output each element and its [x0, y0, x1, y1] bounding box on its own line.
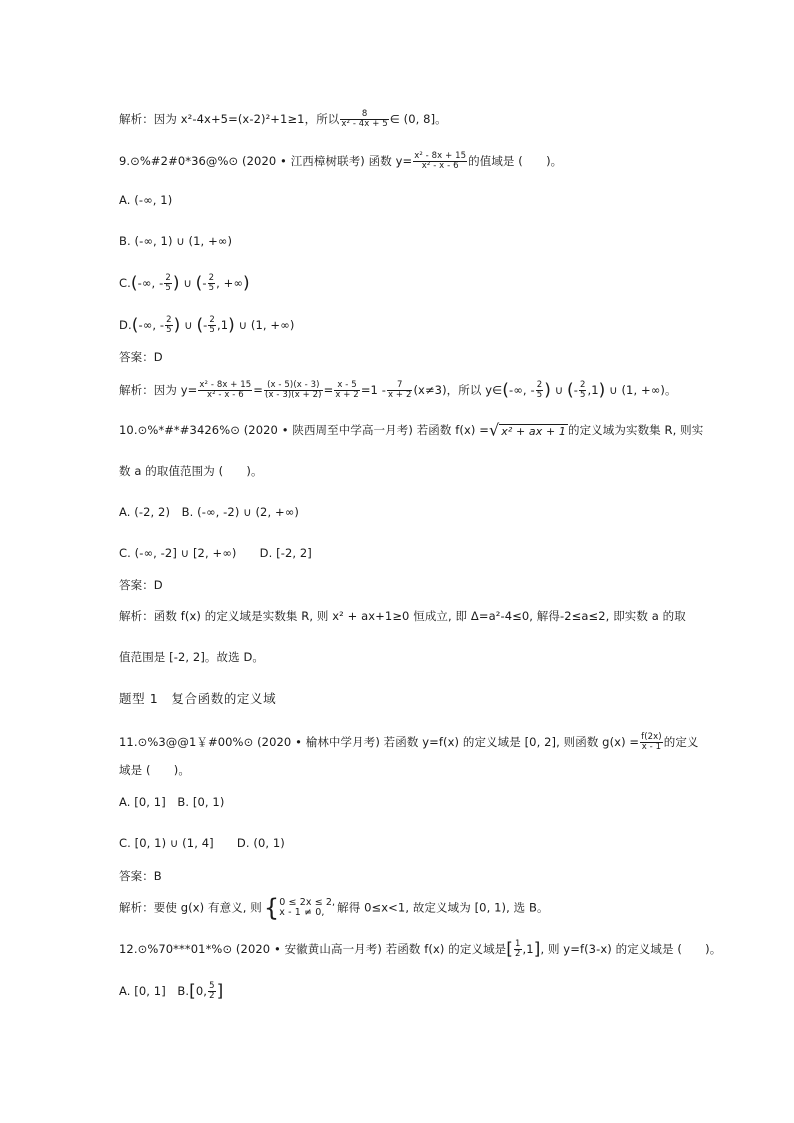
q9-option-d: D.(-∞, - $\frac{2}{5}$ ) ∪ (- $\frac{2}{5}$ ,1) ∪ (1, +∞) [119, 315, 295, 336]
q9-d-part3: ,1 [216, 318, 229, 332]
q12-stem-suffix: , 则 y=f(3-x) 的定义域是 ( )。 [540, 942, 722, 956]
q10-analysis-2: 值范围是 [-2, 2]。故选 D。 [119, 650, 265, 664]
q9-option-d-label: D. [119, 318, 132, 332]
q8-fraction [340, 110, 388, 129]
q11-stem-text: 11.⊙%3@@1￥#00%⊙ (2020 • 榆林中学月考) 若函数 y=f(x) 的定义域是 [0, 2], 则函数 g(x) = [119, 735, 640, 749]
frac-num: 2 [208, 273, 215, 283]
frac-den: 5 [165, 283, 171, 293]
q9-option-c: C.(-∞, - $\frac{2}{5}$ ) ∪ (- $\frac{2}{5}$ , +∞) [119, 273, 250, 294]
q9-an-frac4 [387, 381, 412, 400]
q9-d-frac1 [165, 316, 173, 335]
q12-interval-frac [514, 940, 522, 959]
q9-stem-suffix: 的值域是 ( )。 [468, 154, 563, 168]
system-row-1: 0 ≤ 2x ≤ 2, [279, 897, 336, 908]
frac-den: 5 [209, 325, 215, 335]
frac-num: 2 [536, 380, 543, 390]
q11-analysis-prefix: 解析：要使 g(x) 有意义, 则 [119, 900, 262, 915]
q9-an-frac1 [198, 381, 252, 400]
q11-fraction [640, 733, 663, 752]
q9-an-cond: (x≠3)，所以 y∈ [413, 383, 503, 397]
q9-an-frac2 [264, 381, 323, 400]
q9-option-c-label: C. [119, 276, 131, 290]
frac-den: x + 2 [335, 390, 359, 400]
q9-stem-text: 9.⊙%#2#0*36@%⊙ (2020 • 江西樟树联考) 函数 y= [119, 154, 413, 168]
q9-option-b: B. (-∞, 1) ∪ (1, +∞) [119, 234, 233, 248]
frac-den: (x - 3)(x + 2) [265, 390, 322, 400]
frac-den: 5 [536, 390, 543, 400]
frac-num: (x - 5)(x - 3) [264, 381, 323, 391]
frac-den: x - 1 [641, 742, 662, 752]
minus: =1 - [360, 383, 386, 397]
q10-answer: 答案：D [119, 578, 163, 592]
q8-analysis [119, 110, 447, 129]
q8-frac-den: x² - 4x + 5 [341, 119, 388, 129]
q10-stem-text: 10.⊙%*#*#3426%⊙ (2020 • 陕西周至中学高一月考) 若函数 f(x) = [119, 423, 489, 437]
frac-num: x - 5 [334, 381, 359, 391]
q8-analysis-text: 解析：因为 x²-4x+5=(x-2)²+1≥1，所以 [119, 112, 340, 126]
q9-an-part1: -∞, - [509, 383, 535, 397]
q9-an-part3: ,1 [587, 383, 599, 397]
q11-stem-suffix: 的定义 [663, 735, 699, 749]
sqrt-symbol: √ x² + ax + 1 [488, 420, 566, 440]
system-row-2: x - 1 ≠ 0, [279, 907, 325, 918]
q11-stem [119, 733, 699, 752]
q11-analysis [119, 894, 549, 922]
frac-num: f(2x) [641, 732, 662, 742]
q11-stem-line2: 域是 ( )。 [119, 763, 190, 777]
q9-stem [119, 152, 562, 171]
frac-num: 1 [515, 939, 521, 949]
q9-c-part1: -∞, - [137, 276, 164, 290]
q10-options-2: C. (-∞, -2] ∪ [2, +∞) D. [-2, 2] [119, 546, 312, 560]
q10-stem-suffix: 的定义域为实数集 R, 则实 [567, 423, 704, 437]
equals: = [323, 383, 334, 397]
q11-options-1: A. [0, 1] B. [0, 1) [119, 795, 225, 809]
q12-stem-text: 12.⊙%70***01*%⊙ (2020 • 安徽黄山高一月考) 若函数 f(x) 的定义域是 [119, 942, 507, 956]
frac-num: 2 [209, 315, 215, 325]
q8-analysis-suffix: ∈ (0, 8]。 [389, 112, 447, 126]
q9-an-part2: - [573, 383, 578, 397]
q9-d-frac2 [208, 316, 216, 335]
frac-den: x² - x - 6 [206, 390, 244, 400]
q10-options-1: A. (-2, 2) B. (-∞, -2) ∪ (2, +∞) [119, 505, 299, 519]
q9-c-frac2 [208, 274, 216, 293]
q9-an-frac6 [579, 381, 587, 400]
q11-system: { 0 ≤ 2x ≤ 2, x - 1 ≠ 0, [263, 894, 336, 922]
q9-c-part2: - [202, 276, 207, 290]
q12-stem: 12.⊙%70***01*%⊙ (2020 • 安徽黄山高一月考) 若函数 f(x) 的定义域是[ $\frac{1}{2}$ ,1], 则 y=f(3-x) 的定义域是 ( )。 [119, 939, 722, 960]
q9-c-frac1 [164, 274, 172, 293]
section-heading: 题型 1 复合函数的定义域 [119, 691, 277, 706]
frac-num: 7 [387, 381, 412, 391]
frac-num: 2 [579, 380, 586, 390]
q11-analysis-suffix: 解得 0≤x<1, 故定义域为 [0, 1), 选 B。 [337, 900, 549, 915]
q12-b-start: 0, [195, 984, 208, 998]
q9-an-frac5 [536, 381, 544, 400]
q11-options-2: C. [0, 1) ∪ (1, 4] D. (0, 1) [119, 836, 285, 850]
q9-frac-den: x² - x - 6 [421, 161, 459, 171]
q12-option-a: A. [0, 1] B. [119, 984, 190, 998]
q9-option-a: A. (-∞, 1) [119, 193, 173, 207]
frac-den: 5 [208, 283, 215, 293]
q10-stem [119, 422, 703, 439]
q12-options: A. [0, 1] B.[0, $\frac{5}{2}$ ] [119, 981, 224, 1002]
frac-num: 2 [166, 315, 172, 325]
frac-den: 5 [166, 325, 172, 335]
q9-answer: 答案：D [119, 350, 163, 364]
q10-analysis-1: 解析：函数 f(x) 的定义域是实数集 R, 则 x² + ax+1≥0 恒成立, 即 Δ=a²-4≤0, 解得-2≤a≤2, 即实数 a 的取 [119, 609, 686, 623]
frac-num: 5 [209, 981, 215, 991]
q9-an-tail: ∪ (1, +∞)。 [609, 383, 677, 397]
frac-den: 5 [579, 390, 586, 400]
q9-an-frac3 [334, 381, 359, 400]
q10-sqrt-content: x² + ax + 1 [501, 424, 566, 438]
q11-answer: 答案：B [119, 869, 162, 883]
q9-frac-num: x² - 8x + 15 [414, 151, 467, 161]
frac-num: 2 [165, 273, 171, 283]
frac-den: x + 2 [387, 390, 412, 400]
q9-fraction [413, 152, 467, 171]
frac-den: 2 [209, 991, 215, 1001]
q8-frac-num: 8 [340, 110, 388, 120]
q9-c-part3: , +∞ [216, 276, 244, 290]
q9-analysis: 解析：因为 y= $\frac{\text{x² - 8x + 15}}{\text{x² - x - 6}}$ = $\frac{(x - 5)(x - 3)}{(x - 3)(x + 2)}$ = $\frac{x - 5}{x + 2}$ =1 - $\frac{7}{x + 2}$ (x≠3)，所以 y∈(-∞, - $\frac{2}{5}$ ) ∪ (- $\frac{2}{5}$ ,1) ∪ (1, +∞)。 [119, 380, 677, 401]
equals: = [253, 383, 264, 397]
frac-num: x² - 8x + 15 [199, 380, 252, 390]
q9-d-part2: - [203, 318, 208, 332]
q9-d-tail: ∪ (1, +∞) [238, 318, 295, 332]
q9-d-part1: -∞, - [138, 318, 165, 332]
q10-stem-line2: 数 a 的取值范围为 ( )。 [119, 464, 263, 478]
frac-den: 2 [515, 949, 521, 959]
q12-b-frac [208, 982, 216, 1001]
q9-analysis-prefix: 解析：因为 y= [119, 383, 198, 397]
q12-int-tail: ,1 [522, 942, 534, 956]
